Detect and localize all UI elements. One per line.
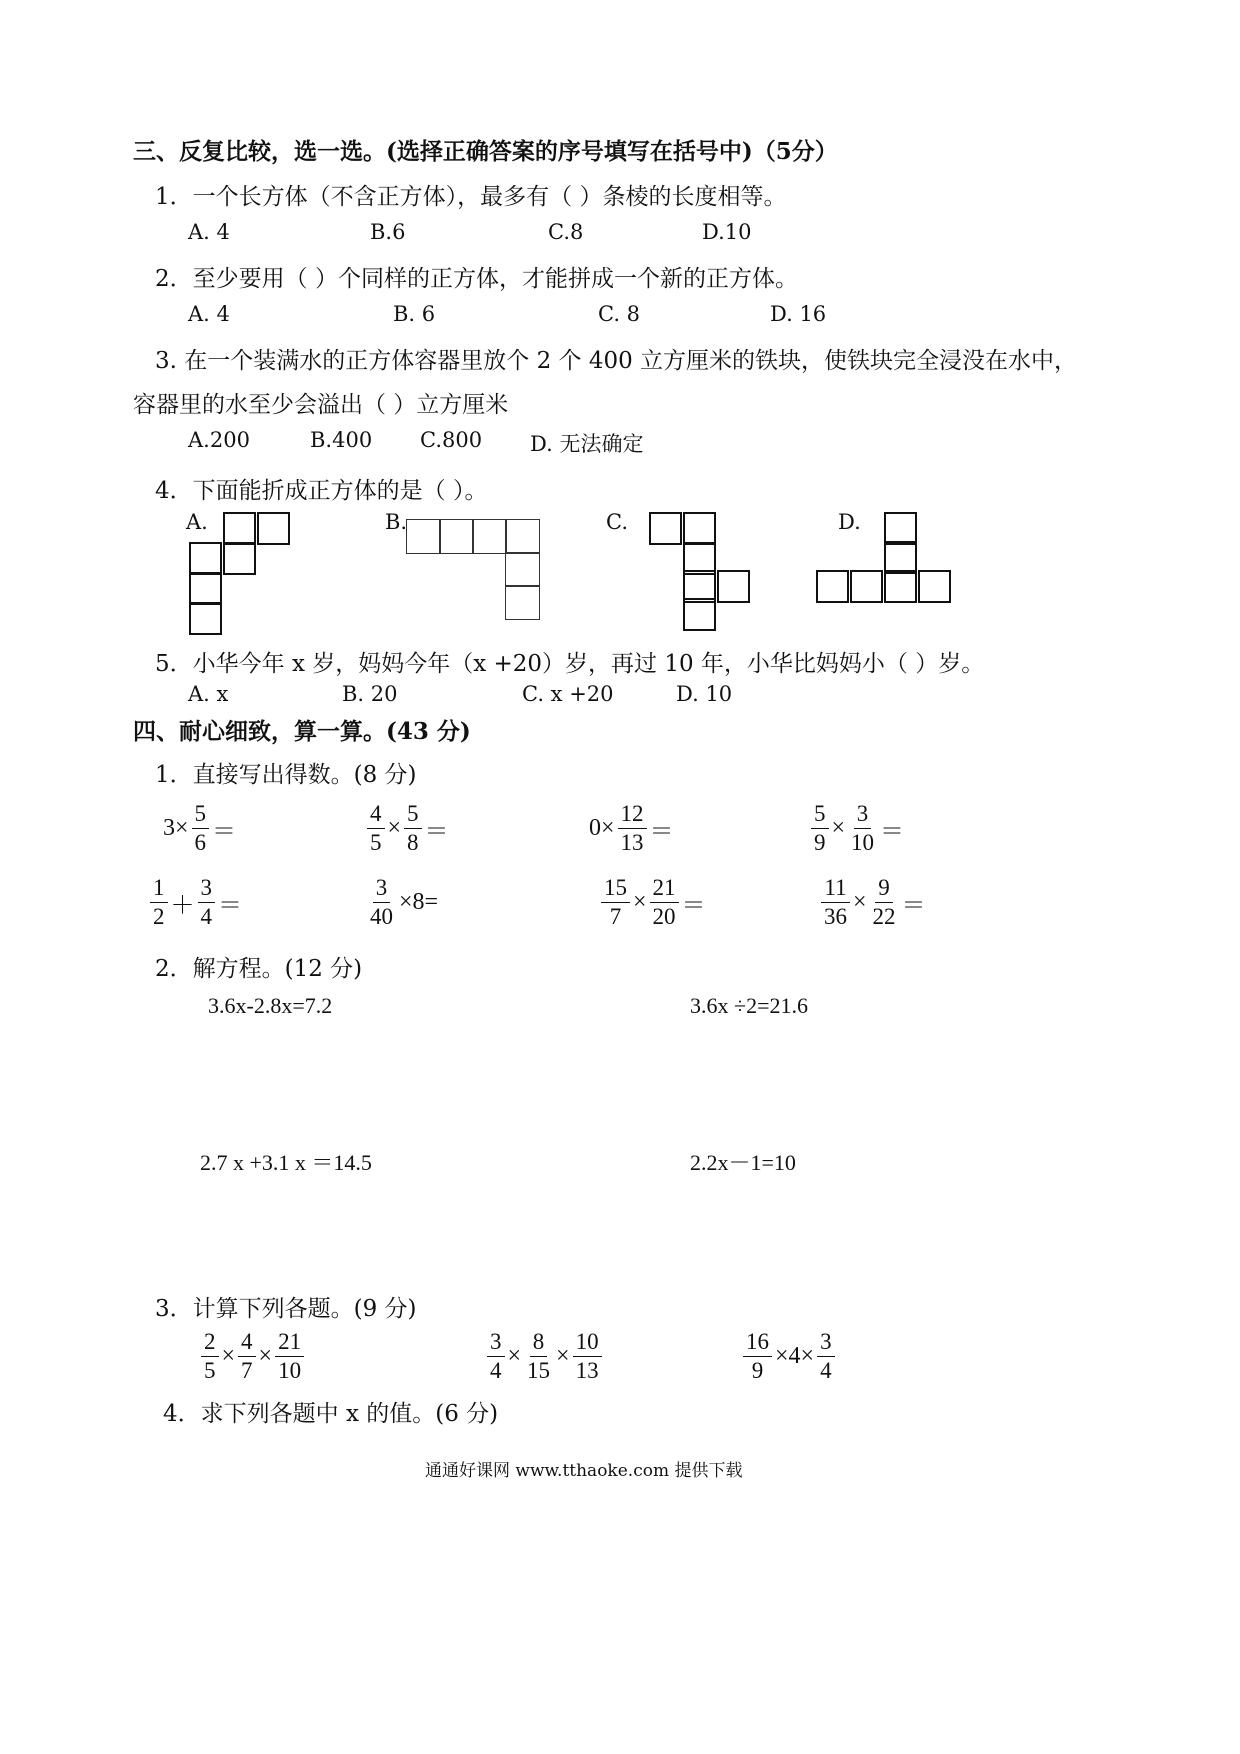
q2-option-d: D. 16 bbox=[770, 302, 827, 326]
section-4-title: 四、耐心细致，算一算。(43 分) bbox=[133, 718, 471, 745]
net-a-label: A. bbox=[186, 510, 208, 534]
q5-option-c: C. x +20 bbox=[522, 682, 614, 706]
q5-option-d: D. 10 bbox=[676, 682, 733, 706]
part-4-title: 4．求下列各题中 x 的值。(6 分) bbox=[163, 1401, 499, 1427]
q1-option-d: D.10 bbox=[702, 220, 752, 244]
q3-option-c: C.800 bbox=[420, 428, 483, 452]
q5-option-a: A. x bbox=[188, 682, 229, 706]
oral-calc-6: $\frac{3}{40}$ ×8= bbox=[370, 875, 439, 929]
part-3-title: 3．计算下列各题。(9 分) bbox=[155, 1296, 417, 1322]
equation-1: 3.6x-2.8x=7.2 bbox=[208, 993, 333, 1018]
net-b-label: B. bbox=[385, 510, 408, 534]
oral-calc-1: 3× $\frac{5}{6}$ ＝ bbox=[163, 801, 237, 855]
oral-calc-8: $\frac{11}{36}$ × $\frac{9}{22}$ ＝ bbox=[818, 874, 926, 931]
q3-option-d: D. 无法确定 bbox=[530, 432, 644, 456]
equation-4: 2.2x－1=10 bbox=[690, 1150, 796, 1175]
net-d-label: D. bbox=[838, 510, 861, 534]
calc-3: $\frac{16}{9}$ ×4× $\frac{3}{4}$ bbox=[740, 1328, 838, 1385]
q3-option-a: A.200 bbox=[188, 428, 250, 452]
q2-option-c: C. 8 bbox=[598, 302, 641, 326]
question-3-line2: 容器里的水至少会溢出（ ）立方厘米 bbox=[133, 392, 509, 418]
q1-option-b: B.6 bbox=[370, 220, 406, 244]
q2-option-b: B. 6 bbox=[393, 302, 436, 326]
oral-calc-2: $\frac{4}{5}$ × $\frac{5}{8}$ ＝ bbox=[364, 800, 449, 857]
part-1-title: 1．直接写出得数。(8 分) bbox=[155, 762, 417, 788]
q5-option-b: B. 20 bbox=[342, 682, 398, 706]
oral-calc-7: $\frac{15}{7}$ × $\frac{21}{20}$ ＝ bbox=[598, 874, 706, 931]
oral-calc-3: 0× $\frac{12}{13}$ ＝ bbox=[589, 801, 674, 855]
question-1-text: 1．一个长方体（不含正方体），最多有（ ）条棱的长度相等。 bbox=[155, 184, 787, 210]
footer-credit: 通通好课网 www.tthaoke.com 提供下载 bbox=[425, 1461, 743, 1481]
q1-option-c: C.8 bbox=[548, 220, 584, 244]
question-4-text: 4．下面能折成正方体的是（ ）。 bbox=[155, 478, 488, 504]
oral-calc-4: $\frac{5}{9}$ × $\frac{3}{10}$ ＝ bbox=[808, 800, 904, 857]
oral-calc-5: $\frac{1}{2}$ ＋ $\frac{3}{4}$ ＝ bbox=[147, 874, 242, 931]
question-5-text: 5．小华今年 x 岁，妈妈今年（x +20）岁，再过 10 年，小华比妈妈小（ ）岁。 bbox=[155, 651, 985, 677]
equation-2: 3.6x ÷2=21.6 bbox=[690, 993, 808, 1018]
calc-1: $\frac{2}{5}$ × $\frac{4}{7}$ × $\frac{21}{10}$ bbox=[198, 1328, 307, 1385]
calc-2: $\frac{3}{4}$ × $\frac{8}{15}$ × $\frac{10}{13}$ bbox=[484, 1328, 605, 1385]
q3-option-b: B.400 bbox=[310, 428, 373, 452]
equation-3: 2.7 x +3.1 x ＝14.5 bbox=[200, 1150, 372, 1175]
question-3-line1: 3. 在一个装满水的正方体容器里放个 2 个 400 立方厘米的铁块，使铁块完全浸没在水中， bbox=[155, 348, 1078, 374]
q1-option-a: A. 4 bbox=[188, 220, 230, 244]
question-2-text: 2．至少要用（ ）个同样的正方体，才能拼成一个新的正方体。 bbox=[155, 266, 798, 292]
part-2-title: 2．解方程。(12 分) bbox=[155, 956, 363, 982]
section-3-title: 三、反复比较，选一选。(选择正确答案的序号填写在括号中)（5分） bbox=[133, 138, 838, 165]
net-c-label: C. bbox=[606, 510, 628, 534]
q2-option-a: A. 4 bbox=[188, 302, 230, 326]
